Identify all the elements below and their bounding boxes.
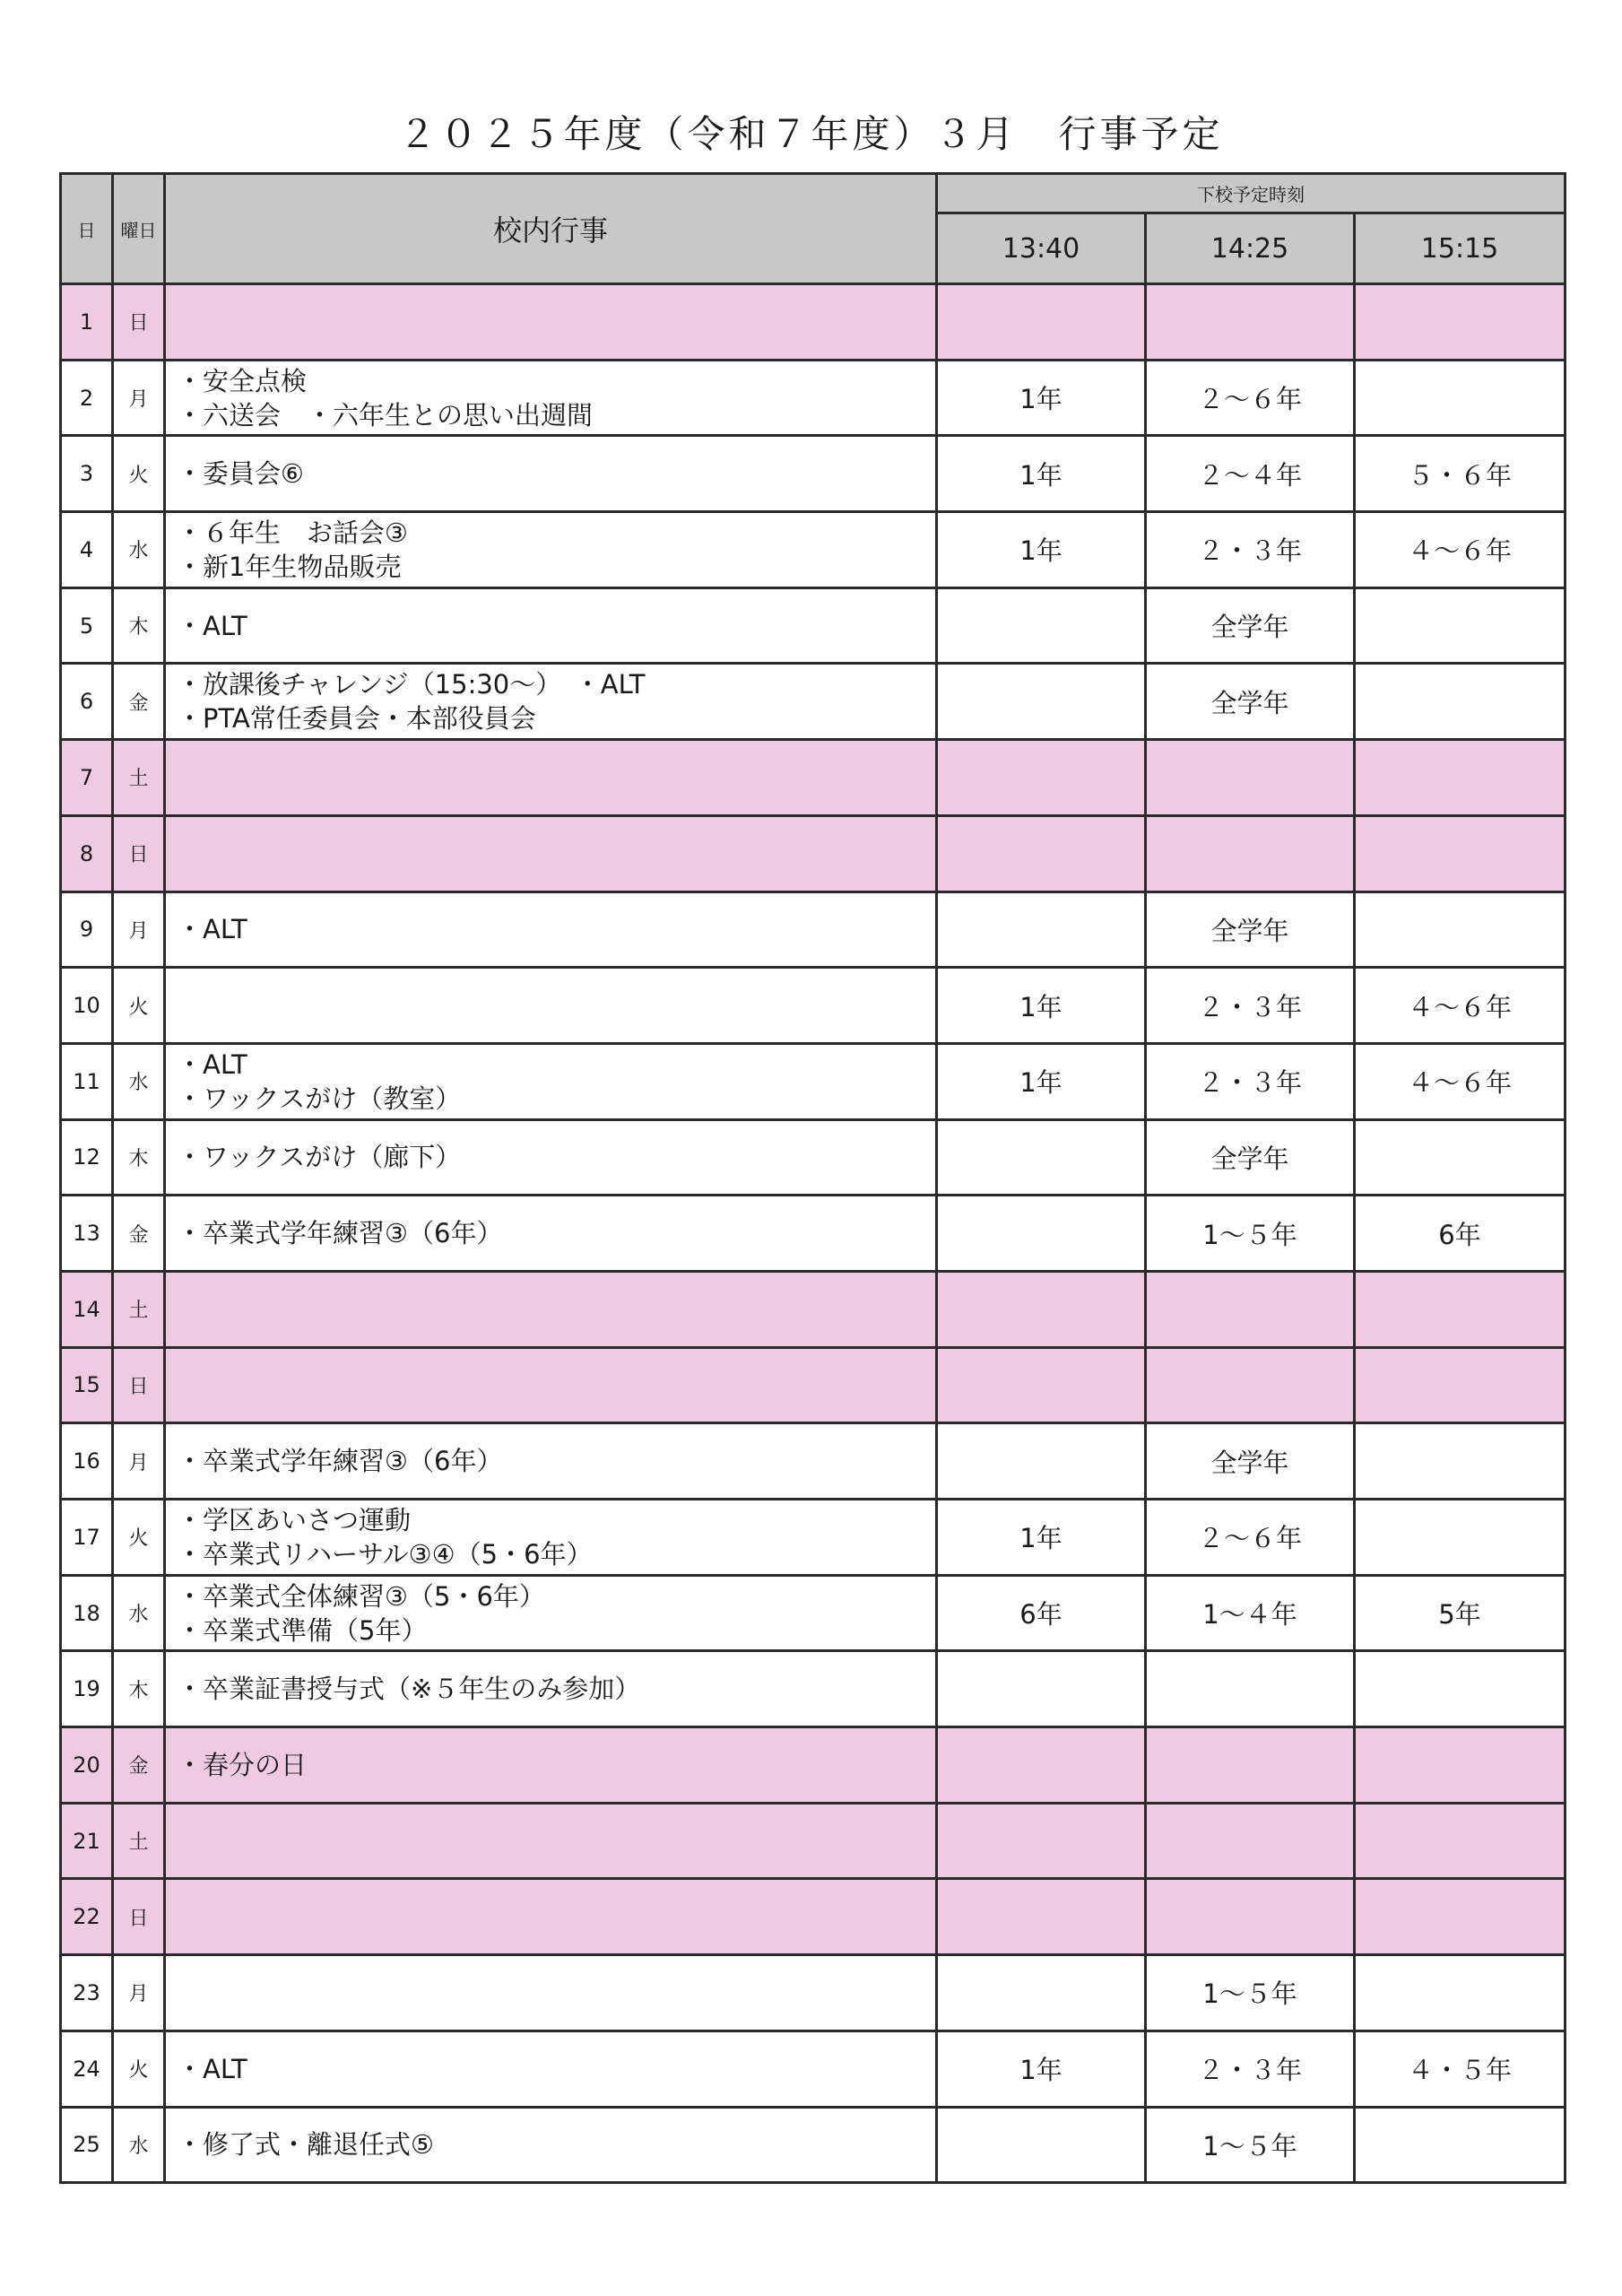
event-item: ・委員会⑥: [177, 458, 304, 490]
day-cell: 12: [61, 1119, 113, 1196]
time-1515-cell: [1355, 1651, 1566, 1727]
weekday-cell: 土: [113, 1271, 165, 1347]
time-1340-cell: [937, 2107, 1146, 2183]
time-1515-cell: [1355, 1727, 1566, 1804]
event-item: ・ALT: [177, 610, 247, 641]
event-item: ・放課後チャレンジ（15:30～） ・ALT: [177, 669, 646, 700]
event-item: ・六送会 ・六年生との思い出週間: [177, 399, 594, 430]
time-1425-cell: [1146, 1879, 1355, 1955]
time-1340-cell: [937, 284, 1146, 361]
time-1515-cell: [1355, 891, 1566, 968]
time-1425-cell: ２・３年: [1146, 512, 1355, 588]
weekday-cell: 日: [113, 1347, 165, 1423]
schedule-row: [61, 1196, 1566, 1272]
time-1515-cell: ５・６年: [1355, 436, 1566, 512]
weekday-cell: 水: [113, 1043, 165, 1119]
time-1515-cell: 5年: [1355, 1575, 1566, 1651]
time-1425-cell: [1146, 284, 1355, 361]
weekday-cell: 火: [113, 436, 165, 512]
schedule-row: [61, 1575, 1566, 1651]
schedule-row: [61, 2107, 1566, 2183]
time-1340-cell: 6年: [937, 1575, 1146, 1651]
event-item: ・PTA常任委員会・本部役員会: [177, 703, 536, 735]
event-item: ・修了式・離退任式⑤: [177, 2129, 434, 2161]
events-cell: [165, 284, 937, 361]
time-1340-cell: [937, 664, 1146, 740]
day-cell: 20: [61, 1727, 113, 1804]
events-cell: [165, 1119, 937, 1196]
events-cell: [165, 815, 937, 891]
weekday-cell: 水: [113, 512, 165, 588]
schedule-row: [61, 1803, 1566, 1879]
header-time-1425: 14:25: [1146, 213, 1355, 284]
schedule-row: [61, 1955, 1566, 2031]
schedule-body: [61, 284, 1566, 2183]
event-item: ・卒業式全体練習③（5・6年）: [177, 1580, 545, 1612]
time-1425-cell: [1146, 815, 1355, 891]
time-1425-cell: [1146, 1727, 1355, 1804]
time-1340-cell: [937, 740, 1146, 816]
schedule-row: [61, 1347, 1566, 1423]
schedule-row: [61, 284, 1566, 361]
time-1340-cell: [937, 1271, 1146, 1347]
events-cell: [165, 1727, 937, 1804]
events-cell: [165, 587, 937, 664]
time-1515-cell: ４・５年: [1355, 2031, 1566, 2107]
schedule-row: [61, 587, 1566, 664]
time-1515-cell: ４～６年: [1355, 512, 1566, 588]
weekday-cell: 日: [113, 284, 165, 361]
weekday-cell: 木: [113, 587, 165, 664]
time-1340-cell: 1年: [937, 1043, 1146, 1119]
time-1340-cell: [937, 1879, 1146, 1955]
time-1425-cell: ２～６年: [1146, 360, 1355, 436]
schedule-row: [61, 1119, 1566, 1196]
time-1425-cell: ２～４年: [1146, 436, 1355, 512]
time-1515-cell: [1355, 664, 1566, 740]
events-cell: [165, 1043, 937, 1119]
weekday-cell: 金: [113, 1727, 165, 1804]
time-1425-cell: 全学年: [1146, 664, 1355, 740]
time-1340-cell: [937, 587, 1146, 664]
event-item: ・春分の日: [177, 1749, 308, 1780]
time-1340-cell: [937, 1727, 1146, 1804]
event-item: ・ALT: [177, 2053, 247, 2084]
weekday-cell: 水: [113, 1575, 165, 1651]
schedule-row: [61, 1043, 1566, 1119]
day-cell: 3: [61, 436, 113, 512]
time-1515-cell: [1355, 360, 1566, 436]
schedule-row: [61, 1500, 1566, 1576]
time-1515-cell: [1355, 815, 1566, 891]
day-cell: 6: [61, 664, 113, 740]
schedule-row: [61, 2031, 1566, 2107]
header-dismissal-time: 下校予定時刻: [937, 174, 1566, 213]
events-cell: [165, 1955, 937, 2031]
day-cell: 23: [61, 1955, 113, 2031]
time-1340-cell: [937, 891, 1146, 968]
day-cell: 13: [61, 1196, 113, 1272]
weekday-cell: 月: [113, 1423, 165, 1500]
weekday-cell: 木: [113, 1119, 165, 1196]
time-1515-cell: [1355, 1500, 1566, 1576]
event-item: ・新1年生物品販売: [177, 551, 402, 582]
time-1340-cell: 1年: [937, 436, 1146, 512]
page-title: ２０２５年度（令和７年度）３月 行事予定: [398, 112, 1224, 156]
weekday-cell: 金: [113, 1196, 165, 1272]
event-item: ・ALT: [177, 1048, 247, 1080]
day-cell: 5: [61, 587, 113, 664]
day-cell: 14: [61, 1271, 113, 1347]
day-cell: 8: [61, 815, 113, 891]
events-cell: [165, 512, 937, 588]
events-cell: [165, 2107, 937, 2183]
time-1340-cell: 1年: [937, 2031, 1146, 2107]
schedule-row: [61, 740, 1566, 816]
time-1340-cell: [937, 1347, 1146, 1423]
time-1425-cell: [1146, 1347, 1355, 1423]
time-1425-cell: ２・３年: [1146, 1043, 1355, 1119]
schedule-row: [61, 512, 1566, 588]
schedule-row: [61, 1423, 1566, 1500]
weekday-cell: 火: [113, 968, 165, 1044]
event-item: ・卒業証書授与式（※５年生のみ参加）: [177, 1674, 641, 1705]
header-time-1515: 15:15: [1355, 213, 1566, 284]
time-1515-cell: [1355, 1119, 1566, 1196]
time-1425-cell: 1～５年: [1146, 1196, 1355, 1272]
weekday-cell: 火: [113, 2031, 165, 2107]
schedule-row: [61, 1879, 1566, 1955]
weekday-cell: 月: [113, 360, 165, 436]
day-cell: 21: [61, 1803, 113, 1879]
day-cell: 2: [61, 360, 113, 436]
day-cell: 7: [61, 740, 113, 816]
weekday-cell: 木: [113, 1651, 165, 1727]
time-1515-cell: [1355, 1879, 1566, 1955]
time-1425-cell: [1146, 1651, 1355, 1727]
header-time-1340: 13:40: [937, 213, 1146, 284]
schedule-row: [61, 436, 1566, 512]
weekday-cell: 月: [113, 891, 165, 968]
schedule-row: [61, 664, 1566, 740]
time-1425-cell: 全学年: [1146, 1423, 1355, 1500]
weekday-cell: 月: [113, 1955, 165, 2031]
schedule-row: [61, 815, 1566, 891]
events-cell: [165, 1347, 937, 1423]
events-cell: [165, 1271, 937, 1347]
weekday-cell: 日: [113, 1879, 165, 1955]
day-cell: 25: [61, 2107, 113, 2183]
time-1340-cell: [937, 1803, 1146, 1879]
schedule-row: [61, 891, 1566, 968]
time-1425-cell: [1146, 740, 1355, 816]
time-1425-cell: [1146, 1271, 1355, 1347]
time-1340-cell: [937, 1651, 1146, 1727]
day-cell: 22: [61, 1879, 113, 1955]
time-1425-cell: 全学年: [1146, 587, 1355, 664]
events-cell: [165, 740, 937, 816]
time-1425-cell: 全学年: [1146, 1119, 1355, 1196]
day-cell: 10: [61, 968, 113, 1044]
time-1515-cell: [1355, 1803, 1566, 1879]
events-cell: [165, 1196, 937, 1272]
events-cell: [165, 436, 937, 512]
header-weekday: 曜日: [113, 174, 165, 284]
header-day: 日: [61, 174, 113, 284]
time-1515-cell: [1355, 1423, 1566, 1500]
time-1340-cell: [937, 1196, 1146, 1272]
event-item: ・卒業式準備（5年）: [177, 1614, 428, 1646]
time-1340-cell: [937, 1955, 1146, 2031]
time-1515-cell: [1355, 2107, 1566, 2183]
time-1515-cell: [1355, 587, 1566, 664]
day-cell: 16: [61, 1423, 113, 1500]
event-item: ・ALT: [177, 914, 247, 945]
event-item: ・卒業式リハーサル③④（5・6年）: [177, 1538, 593, 1570]
time-1515-cell: [1355, 1955, 1566, 2031]
schedule-table: [59, 172, 1566, 2184]
event-item: ・卒業式学年練習③（6年）: [177, 1218, 503, 1249]
time-1340-cell: [937, 815, 1146, 891]
event-item: ・学区あいさつ運動: [177, 1504, 412, 1535]
events-cell: [165, 2031, 937, 2107]
time-1515-cell: [1355, 284, 1566, 361]
schedule-row: [61, 1271, 1566, 1347]
events-cell: [165, 360, 937, 436]
time-1425-cell: ２・３年: [1146, 968, 1355, 1044]
events-cell: [165, 1651, 937, 1727]
schedule-row: [61, 360, 1566, 436]
time-1340-cell: 1年: [937, 1500, 1146, 1576]
event-item: ・安全点検: [177, 365, 308, 396]
event-item: ・６年生 お話会③: [177, 517, 408, 548]
events-cell: [165, 891, 937, 968]
events-cell: [165, 1879, 937, 1955]
header-events: 校内行事: [165, 174, 937, 284]
time-1515-cell: ４～６年: [1355, 968, 1566, 1044]
events-cell: [165, 664, 937, 740]
weekday-cell: 日: [113, 815, 165, 891]
events-cell: [165, 1500, 937, 1576]
day-cell: 19: [61, 1651, 113, 1727]
time-1515-cell: [1355, 740, 1566, 816]
weekday-cell: 土: [113, 740, 165, 816]
schedule-row: [61, 1651, 1566, 1727]
schedule-row: [61, 968, 1566, 1044]
weekday-cell: 土: [113, 1803, 165, 1879]
schedule-row: [61, 1727, 1566, 1804]
event-item: ・ワックスがけ（廊下）: [177, 1142, 462, 1173]
time-1340-cell: [937, 1423, 1146, 1500]
day-cell: 11: [61, 1043, 113, 1119]
event-item: ・卒業式学年練習③（6年）: [177, 1446, 503, 1477]
day-cell: 17: [61, 1500, 113, 1576]
event-item: ・ワックスがけ（教室）: [177, 1083, 462, 1114]
time-1425-cell: ２・３年: [1146, 2031, 1355, 2107]
events-cell: [165, 1803, 937, 1879]
weekday-cell: 水: [113, 2107, 165, 2183]
time-1425-cell: [1146, 1803, 1355, 1879]
time-1340-cell: 1年: [937, 968, 1146, 1044]
time-1425-cell: 全学年: [1146, 891, 1355, 968]
day-cell: 15: [61, 1347, 113, 1423]
time-1340-cell: 1年: [937, 512, 1146, 588]
weekday-cell: 金: [113, 664, 165, 740]
time-1340-cell: [937, 1119, 1146, 1196]
day-cell: 9: [61, 891, 113, 968]
time-1340-cell: 1年: [937, 360, 1146, 436]
events-cell: [165, 1423, 937, 1500]
day-cell: 4: [61, 512, 113, 588]
events-cell: [165, 968, 937, 1044]
time-1515-cell: [1355, 1347, 1566, 1423]
day-cell: 24: [61, 2031, 113, 2107]
time-1425-cell: 1～５年: [1146, 2107, 1355, 2183]
time-1425-cell: 1～５年: [1146, 1955, 1355, 2031]
day-cell: 1: [61, 284, 113, 361]
time-1515-cell: ４～６年: [1355, 1043, 1566, 1119]
time-1515-cell: [1355, 1271, 1566, 1347]
weekday-cell: 火: [113, 1500, 165, 1576]
time-1425-cell: 1～４年: [1146, 1575, 1355, 1651]
events-cell: [165, 1575, 937, 1651]
time-1425-cell: ２～６年: [1146, 1500, 1355, 1576]
day-cell: 18: [61, 1575, 113, 1651]
time-1515-cell: 6年: [1355, 1196, 1566, 1272]
